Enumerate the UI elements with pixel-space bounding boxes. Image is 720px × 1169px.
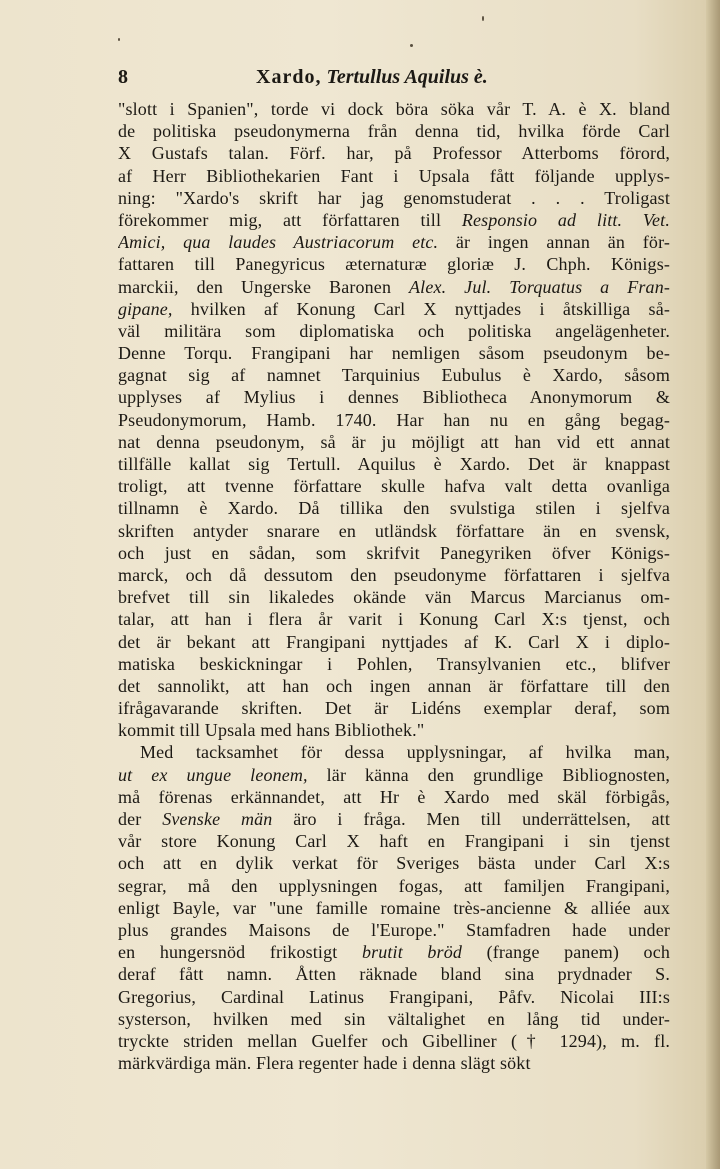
header-work: Tertullus Aquilus è. — [326, 66, 488, 88]
line-text: Gregorius, Cardinal Latinus Frangipani, Påfv. Nicolai III:s — [118, 986, 670, 1007]
text-line — [118, 1008, 670, 1030]
line-text: nat denna pseudonym, så är ju möjligt att han vid ett annat — [118, 431, 670, 452]
italic-text: brutit bröd — [361, 942, 463, 963]
text-line — [118, 586, 670, 608]
line-text: en hungersnöd frikostigt — [118, 942, 362, 963]
line-text: troligt, att tvenne författare skulle hafva valt detta ovanliga — [118, 476, 670, 497]
line-text: enligt Bayle, var "une famille romaine très-ancienne & alliée aux — [118, 897, 670, 918]
line-text: det sannolikt, att han och ingen annan är författare till den — [118, 675, 670, 696]
text-line — [118, 98, 670, 120]
text-line — [118, 564, 670, 586]
page-header-title — [256, 66, 488, 89]
ink-speck — [482, 16, 484, 21]
text-line — [118, 986, 670, 1008]
italic-text: ut ex ungue leonem, — [118, 764, 308, 785]
ink-speck — [118, 38, 120, 41]
line-text: märkvärdiga män. Flera regenter hade i denna slägt sökt — [118, 1053, 531, 1074]
text-line — [118, 875, 670, 897]
text-line — [118, 142, 670, 164]
text-line — [118, 786, 670, 808]
text-line — [118, 165, 670, 187]
text-line — [118, 453, 670, 475]
line-text: brefvet till sin likaledes okände vän Marcus Marcianus om- — [118, 587, 670, 608]
text-line — [118, 431, 670, 453]
line-text: segrar, må den upplysningen fogas, att familjen Frangipani, — [118, 875, 670, 896]
text-line — [118, 1030, 670, 1052]
text-line — [118, 941, 670, 963]
page-number: 8 — [118, 66, 128, 88]
text-line — [118, 253, 670, 275]
line-text: "slott i Spanien", torde vi dock böra söka vår T. A. è X. bland — [118, 99, 670, 119]
body-text — [118, 98, 670, 1074]
text-line — [118, 409, 670, 431]
italic-text: Amici, qua laudes Austriacorum etc. — [118, 232, 439, 253]
text-line — [118, 808, 670, 830]
line-text: det är bekant att Frangipani nyttjades af K. Carl X i diplo- — [118, 631, 670, 652]
line-text: väl militära som diplomatiska och politiska angelägenheter. — [118, 320, 670, 341]
line-text: marckii, den Ungerske Baronen — [118, 276, 410, 297]
line-text: förekommer mig, att författaren till — [118, 209, 462, 230]
line-text: tillnamn è Xardo. Då tillika den svulstiga stilen i sjelfva — [118, 498, 670, 519]
line-text: Denne Torqu. Frangipani har nemligen såsom pseudonym be- — [118, 343, 670, 364]
text-line — [118, 364, 670, 386]
line-text: gagnat sig af namnet Tarquinius Eubulus è Xardo, såsom — [118, 365, 670, 386]
text-line — [118, 608, 670, 630]
line-text: är ingen annan än för- — [438, 232, 670, 253]
text-line — [118, 320, 670, 342]
line-text: ifrågavarande skriften. Det är Lidéns exemplar deraf, som — [118, 698, 670, 719]
text-line — [118, 764, 670, 786]
line-text: tryckte striden mellan Guelfer och Gibelliner († 1294), m. fl. — [118, 1030, 670, 1051]
italic-text: Alex. Jul. Torquatus a Fran- — [409, 276, 670, 297]
line-text: och just en sådan, som skrifvit Panegyriken öfver Königs- — [118, 542, 670, 563]
page-edge — [706, 0, 720, 1169]
text-line — [118, 963, 670, 985]
text-line — [118, 741, 670, 763]
text-line — [118, 209, 670, 231]
text-line — [118, 120, 670, 142]
text-line — [118, 852, 670, 874]
line-text: äro i fråga. Men till underrättelsen, att — [272, 809, 670, 829]
text-line — [118, 386, 670, 408]
line-text: Med tacksamhet för dessa upplysningar, af hvilka man, — [140, 742, 670, 763]
line-text: (frange panem) och — [462, 942, 670, 963]
text-line — [118, 497, 670, 519]
line-text: matiska beskickningar i Pohlen, Transylvanien etc., blifver — [118, 653, 670, 674]
line-text: vår store Konung Carl X haft en Frangipani i sin tjenst — [118, 831, 670, 852]
running-head — [118, 66, 678, 92]
line-text: af Herr Bibliothekarien Fant i Upsala fått följande upplys- — [118, 165, 670, 186]
text-line — [118, 187, 670, 209]
text-line — [118, 1052, 670, 1074]
line-text: lär känna den grundlige Bibliognosten, — [307, 764, 670, 785]
line-text: tillfälle kallat sig Tertull. Aquilus è Xardo. Det är knappast — [118, 454, 670, 474]
header-author: Xardo, — [256, 66, 322, 88]
text-line — [118, 542, 670, 564]
line-text: må förenas erkännandet, att Hr è Xardo med skäl förbigås, — [118, 786, 670, 807]
italic-text: Responsio ad litt. Vet. — [461, 209, 670, 230]
line-text: upplyses af Mylius i dennes Bibliotheca Anonymorum & — [118, 387, 670, 408]
line-text: marck, och då dessutom den pseudonyme författaren i sjelfva — [118, 564, 670, 585]
line-text: de politiska pseudonymerna från denna tid, hvilka förde Carl — [118, 121, 670, 142]
italic-text: Svenske män — [162, 809, 273, 829]
text-line — [118, 298, 670, 320]
line-text: der — [118, 809, 163, 829]
italic-text: gipane, — [118, 298, 173, 319]
text-line — [118, 897, 670, 919]
text-line — [118, 520, 670, 542]
line-text: systerson, hvilken med sin vältalighet en lång tid under- — [118, 1008, 670, 1029]
text-line — [118, 276, 670, 298]
text-line — [118, 342, 670, 364]
line-text: hvilken af Konung Carl X nyttjades i åtskilliga så- — [172, 298, 670, 319]
text-line — [118, 675, 670, 697]
line-text: plus grandes Maisons de l'Europe." Stamfadren hade under — [118, 919, 670, 940]
text-line — [118, 719, 670, 741]
text-line — [118, 697, 670, 719]
text-line — [118, 631, 670, 653]
text-line — [118, 653, 670, 675]
line-text: kommit till Upsala med hans Bibliothek." — [118, 720, 425, 741]
text-line — [118, 231, 670, 253]
line-text: talar, att han i flera år varit i Konung Carl X:s tjenst, och — [118, 609, 670, 630]
text-line — [118, 830, 670, 852]
line-text: och att en dylik verkat för Sveriges bästa under Carl X:s — [118, 853, 670, 874]
line-text: ning: "Xardo's skrift har jag genomstuderat . . . Troligast — [118, 187, 670, 208]
line-text: fattaren till Panegyricus æternaturæ gloriæ J. Chph. Königs- — [118, 254, 670, 275]
line-text: skriften antyder snarare en utländsk författare än en svensk, — [118, 520, 670, 541]
ink-speck — [410, 44, 413, 47]
text-line — [118, 475, 670, 497]
text-line — [118, 919, 670, 941]
line-text: deraf fått namn. Åtten räknade bland sina prydnader S. — [118, 964, 670, 985]
line-text: Pseudonymorum, Hamb. 1740. Har han nu en gång begag- — [118, 409, 670, 430]
line-text: X Gustafs talan. Förf. har, på Professor Atterboms förord, — [118, 143, 670, 164]
